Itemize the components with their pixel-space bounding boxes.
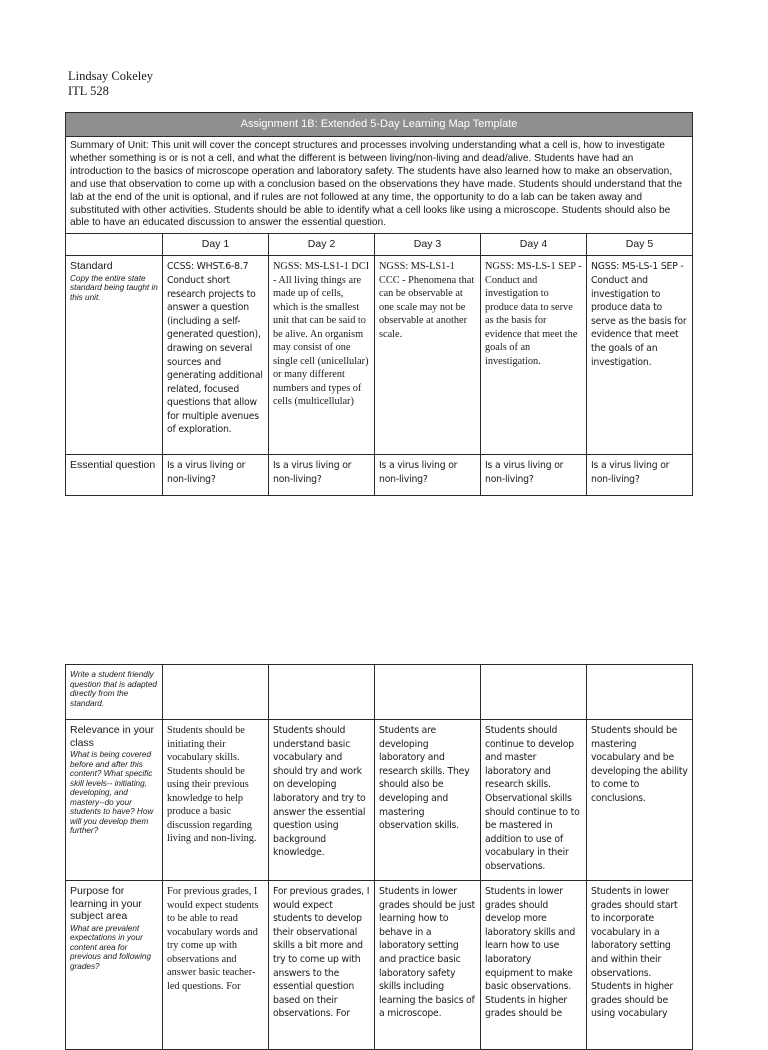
purpose-cell: Students in lower grades should develop more laboratory skills and learn how to use laboratory equipment to make basic observations. Students in higher grades should be (481, 881, 587, 1050)
day-header: Day 2 (269, 234, 375, 256)
row-label-essential: Essential question (66, 455, 163, 496)
unit-summary: Summary of Unit: This unit will cover the concept structures and processes involving understanding what a cell is, how to investigate whether something is or is not a cell, and what the different is between living/non-living and dead/alive. Students have had an introduction to the basics of microscope operation and laboratory safety. The students have also learned how to make an observation, and use that observation to come up with a conclusion based on the observations they have made. Students should understand that the lab at the end of the unit is optional, and if rules are not followed at any time, the opportunity to do a lab can be taken away and substituted with other activities. Students should be able to identify what a cell looks like using a microscope. Students should also be able to have an educated discussion to answer the essential question. (66, 137, 693, 234)
standard-row (66, 256, 693, 455)
essential-cell: Is a virus living or non-living? (375, 455, 481, 496)
standard-cell: NGSS: MS-LS1-1 CCC - Phenomena that can be observable at one scale may not be observable at another scale. (375, 256, 481, 455)
day-header: Day 4 (481, 234, 587, 256)
empty-cell (375, 665, 481, 720)
table-title: Assignment 1B: Extended 5-Day Learning Map Template (66, 113, 693, 137)
row-label-purpose (66, 881, 163, 1050)
purpose-cell: For previous grades, I would expect students to develop their observational skills a bit more and try to come up with answers to the essential question based on their observations. For (269, 881, 375, 1050)
author-name: Lindsay Cokeley (68, 69, 154, 83)
essential-cell: Is a virus living or non-living? (269, 455, 375, 496)
essential-cell: Is a virus living or non-living? (481, 455, 587, 496)
relevance-row (66, 720, 693, 881)
day-header: Day 5 (587, 234, 693, 256)
purpose-cell: For previous grades, I would expect students to be able to read vocabulary words and try come up with observations and answer basic teacher-led questions. For (163, 881, 269, 1050)
day-header-row (66, 234, 693, 256)
standard-cell: NGSS: MS-LS1-1 DCI - All living things are made up of cells, which is the smallest unit that can be said to be alive. An organism may consist of one single cell (unicellular) or many different numbers and types of cells (multicellular) (269, 256, 375, 455)
row-label-student-question (66, 665, 163, 720)
purpose-cell: Students in lower grades should be just learning how to behave in a laboratory setting and practice basic laboratory safety skills including learning the basics of a microscope. (375, 881, 481, 1050)
author-block (68, 69, 153, 98)
standard-cell: NGSS: MS-LS-1 SEP - Conduct and investigation to produce data to serve as the basis for evidence that meet the goals of an investigation. (481, 256, 587, 455)
relevance-cell: Students should understand basic vocabulary and should try and work on developing laboratory and try to answer the essential question using background knowledge. (269, 720, 375, 881)
learning-map-table (65, 112, 693, 496)
essential-cell: Is a virus living or non-living? (587, 455, 693, 496)
row-label-hint: What are prevalent expectations in your content area for previous and following grades? (70, 923, 152, 971)
student-question-row (66, 665, 693, 720)
course-code: ITL 528 (68, 83, 109, 98)
purpose-row (66, 881, 693, 1050)
row-label-standard (66, 256, 163, 455)
empty-cell (587, 665, 693, 720)
essential-question-row (66, 455, 693, 496)
learning-map-table-continued (65, 664, 693, 1050)
relevance-cell: Students should continue to develop and master laboratory and research skills. Observational skills should continue to to be mastered in addition to use of vocabulary in their observations. (481, 720, 587, 881)
day-header: Day 3 (375, 234, 481, 256)
row-label-title: Purpose for learning in your subject area (70, 885, 142, 922)
relevance-cell: Students should be initiating their vocabulary skills. Students should be using their previous knowledge to help produce a basic discussion regarding living and non-living. (163, 720, 269, 881)
row-label-title: Relevance in your class (70, 724, 155, 749)
purpose-cell: Students in lower grades should start to incorporate vocabulary in a laboratory setting and within their observations. Students in higher grades should be using vocabulary (587, 881, 693, 1050)
standard-cell: CCSS: WHST.6-8.7 Conduct short research projects to answer a question (including a self-generated question), drawing on several sources and generating additional related, focused questions that allow for multiple avenues of exploration. (163, 256, 269, 455)
relevance-cell: Students should be mastering vocabulary and be developing the ability to come to conclusions. (587, 720, 693, 881)
essential-cell: Is a virus living or non-living? (163, 455, 269, 496)
standard-cell: NGSS: MS-LS-1 SEP - Conduct and investigation to produce data to serve as the basis for evidence that meet the goals of an investigation. (587, 256, 693, 455)
row-label-relevance (66, 720, 163, 881)
row-label-hint: What is being covered before and after this content? What specific skill levels-- initiating, developing, and mastery--do your students to have? How will you develop them further? (70, 750, 154, 835)
row-label-title: Standard (70, 260, 113, 273)
row-label-hint: Copy the entire state standard being taught in this unit. (70, 273, 158, 302)
row-label-hint: Write a student friendly question that is adapted directly from the standard. (70, 670, 157, 708)
relevance-cell: Students are developing laboratory and research skills. They should also be developing and mastering observation skills. (375, 720, 481, 881)
empty-cell (163, 665, 269, 720)
empty-cell (269, 665, 375, 720)
empty-cell (481, 665, 587, 720)
corner-cell (66, 234, 163, 256)
day-header: Day 1 (163, 234, 269, 256)
